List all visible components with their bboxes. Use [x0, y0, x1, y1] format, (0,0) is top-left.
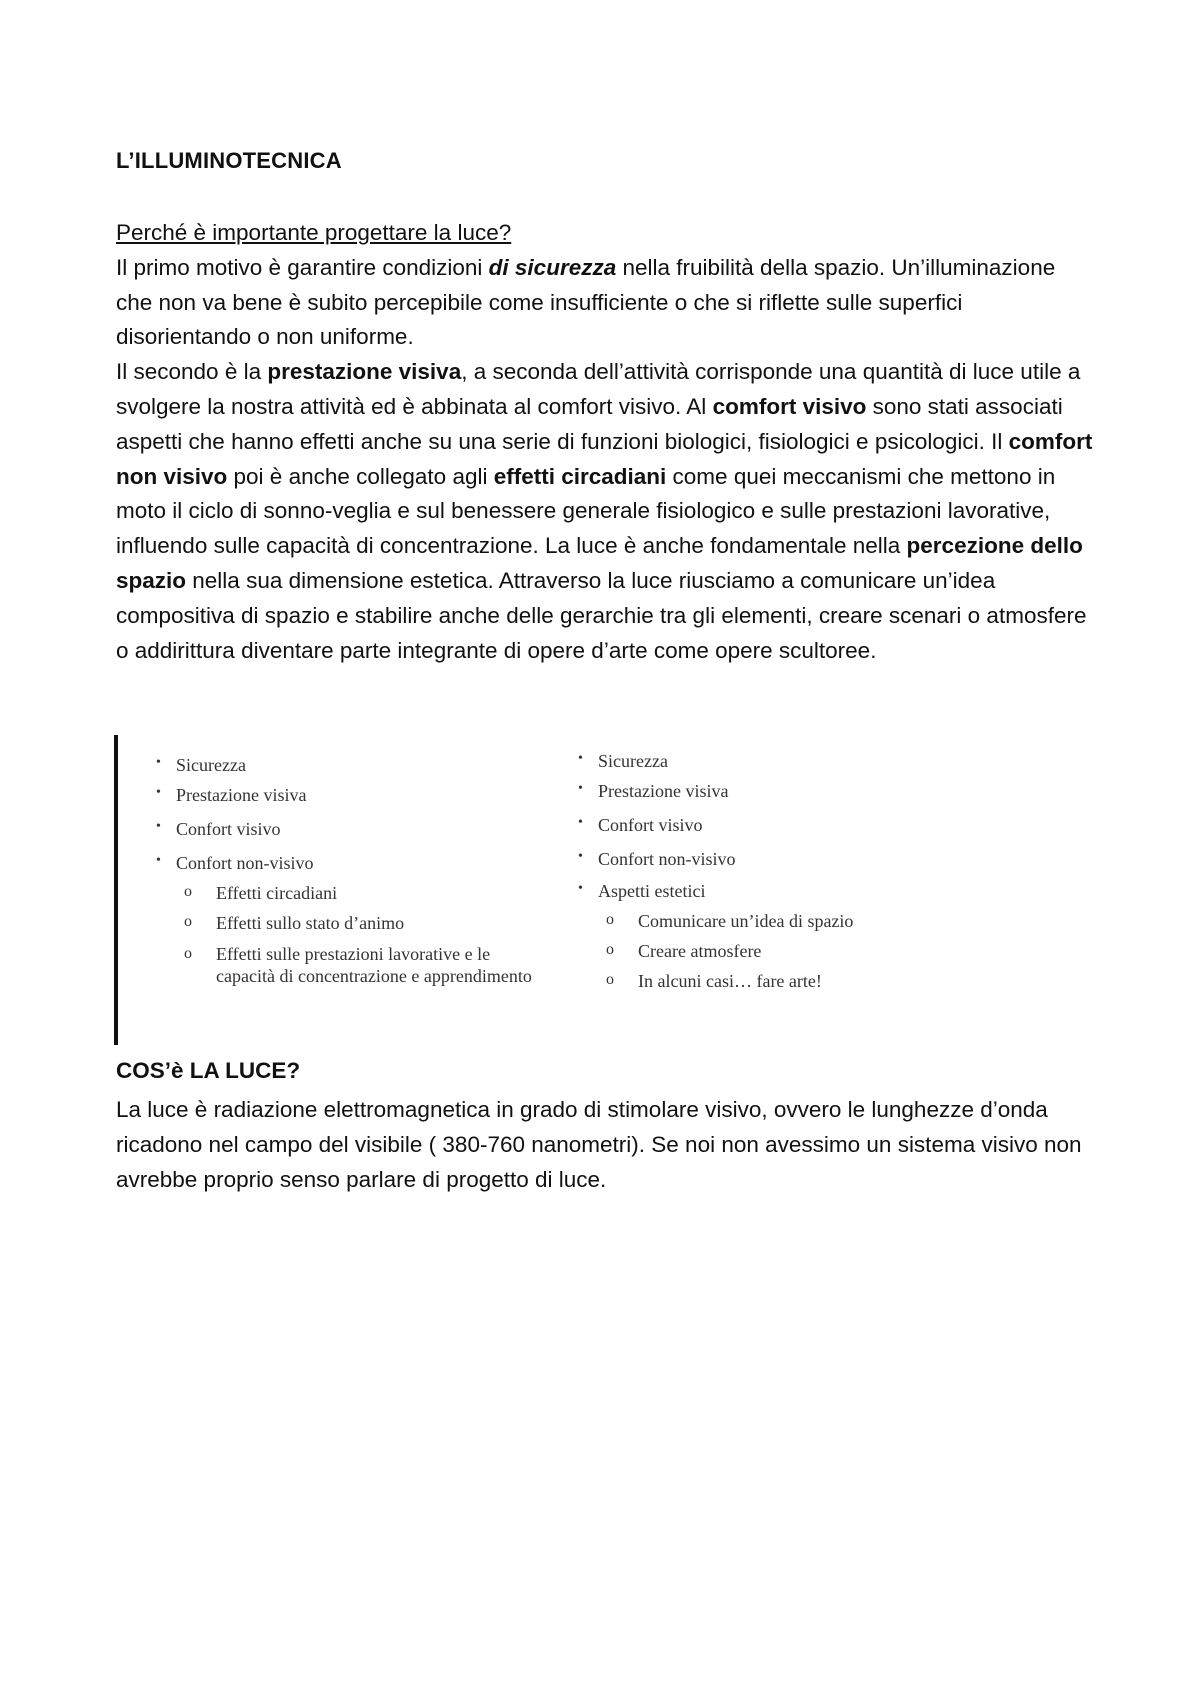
- intro-paragraph-2: [116, 355, 1096, 668]
- list-item: [576, 849, 1096, 870]
- list-item: [154, 785, 634, 806]
- p2-text-f: nella sua dimensione estetica. Attraverso la luce riusciamo a comunicare un’idea compositiva di spazio e stabilire anche delle gerarchie tra gli elementi, creare scenari o atmosfere o addirittura diventare parte integrante di opere d’arte come opere scultoree.: [116, 567, 1087, 663]
- list-subitem: [576, 911, 1096, 932]
- sub-bullet-icon: o: [184, 945, 192, 962]
- list-subitem: [576, 971, 1096, 992]
- list-item-label: Aspetti estetici: [598, 881, 706, 901]
- list-subitem-label: Effetti circadiani: [216, 883, 338, 903]
- list-item: [154, 853, 634, 874]
- sub-bullet-icon: o: [606, 971, 614, 988]
- intro-paragraph-1: [116, 251, 1096, 355]
- p2-bold-comfort-non-visivo: comfort non visivo: [116, 428, 1093, 489]
- p2-text-a: Il secondo è la: [116, 359, 268, 385]
- p2-bold-prestazione-visiva: prestazione visiva: [267, 359, 462, 385]
- intro-text: [116, 216, 1096, 668]
- list-subitem-label: In alcuni casi… fare arte!: [638, 971, 822, 991]
- list-item: [576, 881, 1096, 902]
- sub-bullet-icon: o: [184, 883, 192, 900]
- p2-bold-comfort-visivo: comfort visivo: [712, 393, 867, 419]
- list-subitem-label: Creare atmosfere: [638, 941, 762, 961]
- bullet-icon: •: [578, 781, 583, 796]
- list-subitem-label: Effetti sulle prestazioni lavorative e le capacità di concentrazione e apprendimento: [216, 944, 532, 986]
- bullet-icon: •: [578, 881, 583, 896]
- list-item-label: Confort visivo: [176, 819, 281, 839]
- bullet-icon: •: [578, 751, 583, 766]
- p1-text-a: Il primo motivo è garantire condizioni: [116, 254, 489, 280]
- list-item-label: Prestazione visiva: [176, 785, 307, 805]
- list-subitem-label: Effetti sullo stato d’animo: [216, 913, 405, 933]
- list-item: [576, 815, 1096, 836]
- list-item: [154, 819, 634, 840]
- sub-bullet-icon: o: [184, 913, 192, 930]
- sub-bullet-icon: o: [606, 911, 614, 928]
- list-subitem: [154, 883, 634, 904]
- figure-right-list: [576, 751, 1096, 992]
- list-subitem-label: Comunicare un’idea di spazio: [638, 911, 854, 931]
- p2-text-d: poi è anche collegato agli: [227, 463, 494, 489]
- figure-left-list: [154, 755, 634, 987]
- bullet-icon: •: [578, 849, 583, 864]
- bullet-icon: •: [156, 755, 161, 770]
- list-item-label: Confort non-visivo: [598, 849, 736, 869]
- list-item: [154, 755, 634, 776]
- intro-subheading: Perché è importante progettare la luce?: [116, 220, 512, 245]
- p2-text-b: , a seconda dell’attività corrisponde una quantità di luce utile a svolgere la nostra attività ed è abbinata al comfort visivo. Al: [116, 359, 1081, 419]
- p2-text-e: come quei meccanismi che mettono in moto il ciclo di sonno-veglia e sul benessere generale fisiologico e sulle prestazioni lavorative, influendo sulle capacità di concentrazione. La luce è anche fondamentale nella: [116, 463, 1056, 559]
- p1-text-b: nella fruibilità della spazio. Un’illuminazione che non va bene è subito percepibile come insufficiente o che si riflette sulle superfici disorientando o non uniforme.: [116, 254, 1056, 350]
- list-item-label: Confort visivo: [598, 815, 703, 835]
- figure-left-border: [114, 735, 118, 1045]
- bullet-icon: •: [156, 785, 161, 800]
- list-item-label: Confort non-visivo: [176, 853, 314, 873]
- list-item-label: Sicurezza: [176, 755, 246, 775]
- list-subitem: [154, 943, 536, 987]
- section-title-cos-e-la-luce: COS’è LA LUCE?: [116, 1058, 301, 1083]
- figure-bullet-lists: [114, 735, 1100, 1050]
- bullet-icon: •: [578, 815, 583, 830]
- list-item-label: Prestazione visiva: [598, 781, 729, 801]
- list-item-label: Sicurezza: [598, 751, 668, 771]
- bullet-icon: •: [156, 853, 161, 868]
- section2-paragraph: La luce è radiazione elettromagnetica in grado di stimolare visivo, ovvero le lunghezze d’onda ricadono nel campo del visibile ( 380-760 nanometri). Se noi non avessimo un sistema visivo non avrebbe proprio senso parlare di progetto di luce.: [116, 1097, 1082, 1192]
- list-item: [576, 781, 1096, 802]
- list-item: [576, 751, 1096, 772]
- p2-bold-percezione-spazio: percezione dello spazio: [116, 533, 1083, 593]
- list-subitem: [576, 941, 1096, 962]
- document-title: L’ILLUMINOTECNICA: [116, 148, 342, 173]
- p2-text-c: sono stati associati aspetti che hanno effetti anche su una serie di funzioni biologici, fisiologici e psicologici. Il: [116, 393, 1063, 454]
- section-body-cos-e-la-luce: [116, 1093, 1096, 1197]
- p1-emphasis-sicurezza: di sicurezza: [488, 254, 617, 280]
- bullet-icon: •: [156, 819, 161, 834]
- list-subitem: [154, 913, 634, 934]
- sub-bullet-icon: o: [606, 941, 614, 958]
- p2-bold-effetti-circadiani: effetti circadiani: [493, 463, 667, 489]
